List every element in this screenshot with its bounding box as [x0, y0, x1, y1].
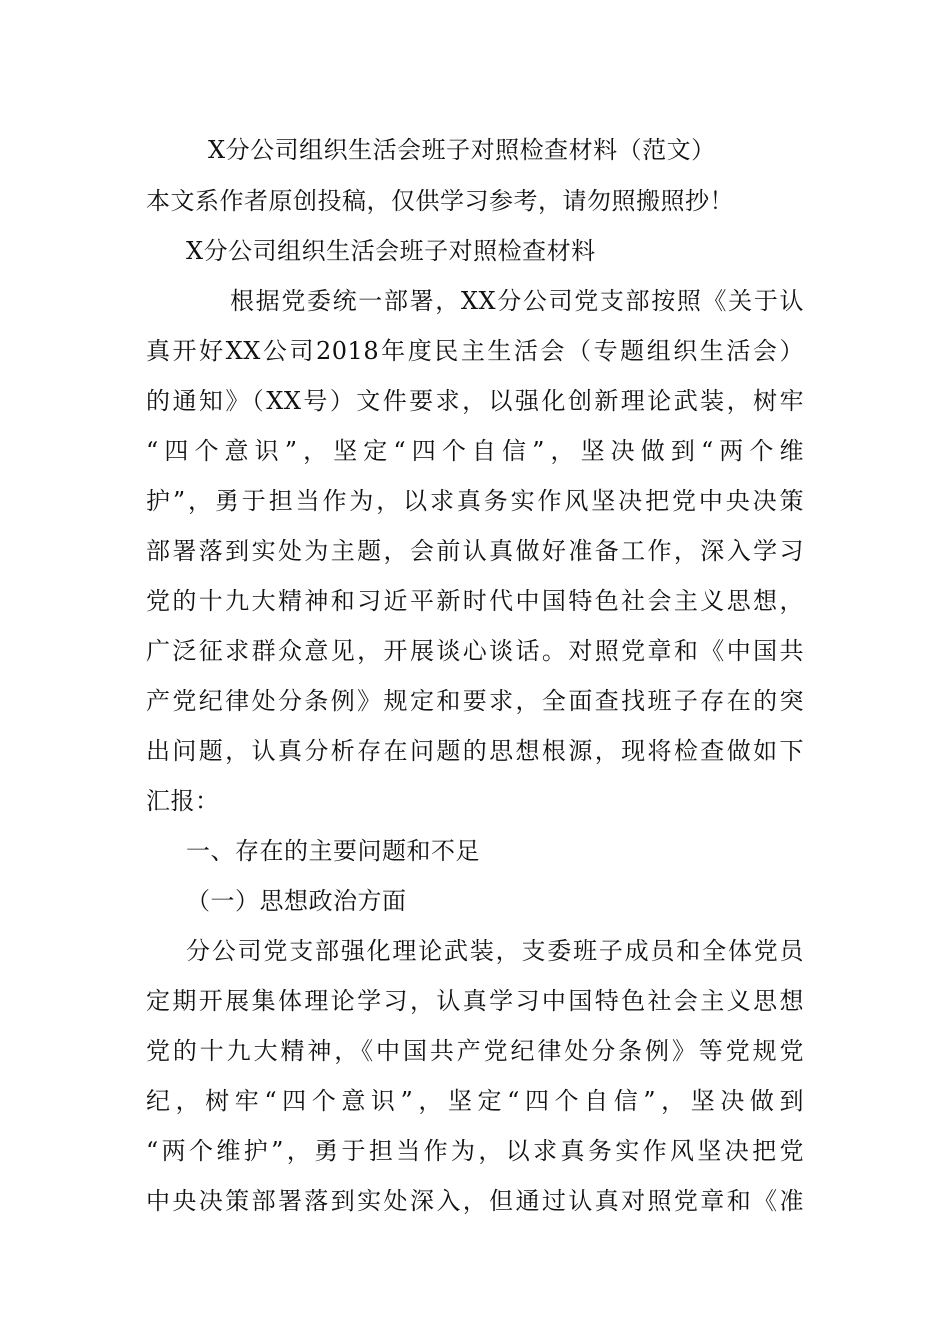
section-heading: 一、存在的主要问题和不足 [186, 837, 480, 865]
document-subtitle: X分公司组织生活会班子对照检查材料 [186, 237, 596, 265]
intro-line: 护”，勇于担当作为，以求真务实作风坚决把党中央决策 [146, 487, 804, 515]
body-line: 分公司党支部强化理论武装，支委班子成员和全体党员 [186, 937, 804, 965]
body-line: 中央决策部署落到实处深入，但通过认真对照党章和《准 [146, 1187, 804, 1215]
body-line: 党的十九大精神，《中国共产党纪律处分条例》等党规党 [146, 1037, 804, 1065]
intro-line: “四个意识”，坚定“四个自信”，坚决做到“两个维 [146, 437, 804, 465]
intro-line: 产党纪律处分条例》规定和要求，全面查找班子存在的突 [146, 687, 804, 715]
intro-line: 出问题，认真分析存在问题的思想根源，现将检查做如下 [146, 737, 804, 765]
intro-line: 根据党委统一部署，XX分公司党支部按照《关于认 [230, 287, 804, 315]
intro-line: 广泛征求群众意见，开展谈心谈话。对照党章和《中国共 [146, 637, 804, 665]
intro-line: 真开好XX公司2018年度民主生活会（专题组织生活会） [146, 337, 804, 365]
subsection-heading: （一）思想政治方面 [186, 887, 407, 915]
document-title: X分公司组织生活会班子对照检查材料（范文） [208, 136, 716, 164]
intro-line: 汇报： [146, 787, 220, 815]
copyright-notice: 本文系作者原创投稿，仅供学习参考，请勿照搬照抄！ [146, 187, 734, 215]
body-line: 定期开展集体理论学习，认真学习中国特色社会主义思想 [146, 987, 804, 1015]
body-line: “两个维护”，勇于担当作为，以求真务实作风坚决把党 [146, 1137, 804, 1165]
body-line: 纪，树牢“四个意识”，坚定“四个自信”，坚决做到 [146, 1087, 804, 1115]
intro-line: 部署落到实处为主题，会前认真做好准备工作，深入学习 [146, 537, 804, 565]
intro-line: 的通知》（XX号）文件要求，以强化创新理论武装，树牢 [146, 387, 804, 415]
intro-line: 党的十九大精神和习近平新时代中国特色社会主义思想， [146, 587, 804, 615]
